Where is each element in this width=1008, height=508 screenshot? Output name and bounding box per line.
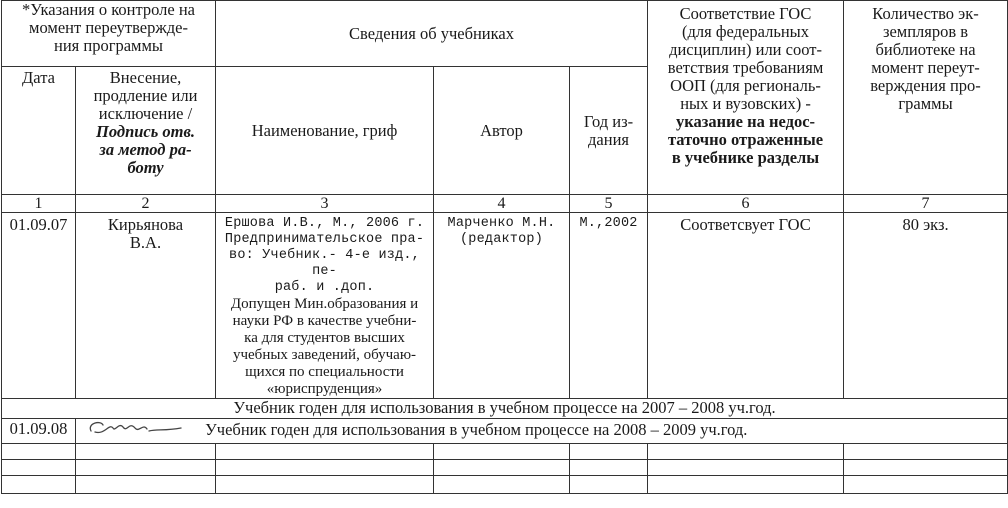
record-quantity: 80 экз.: [844, 213, 1008, 399]
header-date: Дата: [2, 67, 76, 195]
empty-cell: [216, 476, 434, 494]
column-number: 2: [76, 195, 216, 213]
record-date: 01.09.07: [2, 213, 76, 399]
record-person: Кирьянова В.А.: [76, 213, 216, 399]
header-quantity: Количество эк- земпляров в библиотеке на момент переут- верждения про- граммы: [844, 1, 1008, 195]
empty-cell: [648, 460, 844, 476]
column-number: 3: [216, 195, 434, 213]
header-control-line: момент переутвержде-: [29, 18, 188, 37]
empty-cell: [216, 460, 434, 476]
column-number: 4: [434, 195, 570, 213]
empty-cell: [434, 476, 570, 494]
empty-cell: [76, 476, 216, 494]
empty-cell: [76, 460, 216, 476]
empty-cell: [570, 460, 648, 476]
column-number: 5: [570, 195, 648, 213]
empty-cell: [434, 460, 570, 476]
empty-cell: [844, 444, 1008, 460]
empty-cell: [2, 476, 76, 494]
empty-cell: [570, 476, 648, 494]
empty-cell: [844, 476, 1008, 494]
textbook-table: [1, 0, 1008, 494]
empty-cell: [2, 460, 76, 476]
record-author: Марченко М.Н. (редактор): [434, 213, 570, 399]
empty-cell: [434, 444, 570, 460]
header-change: Внесение, продление или исключение / Подпись отв. за метод ра- боту: [76, 67, 216, 195]
note-row-2: Учебник годен для использования в учебном процессе на 2008 – 2009 уч.год.: [76, 419, 1008, 444]
header-year: Год из- дания: [570, 67, 648, 195]
empty-cell: [648, 444, 844, 460]
empty-cell: [76, 444, 216, 460]
empty-cell: [844, 460, 1008, 476]
header-name: Наименование, гриф: [216, 67, 434, 195]
header-control: [2, 1, 216, 67]
column-number: 6: [648, 195, 844, 213]
column-number: 1: [2, 195, 76, 213]
empty-cell: [216, 444, 434, 460]
header-control-line: *Указания о контроле на: [22, 0, 195, 19]
header-control-line: ния программы: [54, 36, 164, 55]
record-gos: Соответсвует ГОС: [648, 213, 844, 399]
empty-cell: [648, 476, 844, 494]
record-year: М.,2002: [570, 213, 648, 399]
note-row-1: Учебник годен для использования в учебном процессе на 2007 – 2008 уч.год.: [2, 399, 1008, 419]
column-number: 7: [844, 195, 1008, 213]
signature-icon: [85, 419, 195, 443]
empty-cell: [2, 444, 76, 460]
empty-cell: [570, 444, 648, 460]
record-title: Ершова И.В., М., 2006 г. Предпринимательское пра- во: Учебник.- 4-е изд., пе- раб. и .доп. Допущен Мин.образования и науки РФ в качестве учебни- ка для студентов высших учебных заведений, обучаю- щихся по специальности «юриспруденция»: [216, 213, 434, 399]
note-date: 01.09.08: [2, 419, 76, 444]
header-gos: Соответствие ГОС (для федеральных дисциплин) или соот- ветствия требованиям ООП (для региональ- ных и вузовских) - указание на недос- таточно отраженные в учебнике разделы: [648, 1, 844, 195]
header-author: Автор: [434, 67, 570, 195]
header-textbooks: Сведения об учебниках: [216, 1, 648, 67]
